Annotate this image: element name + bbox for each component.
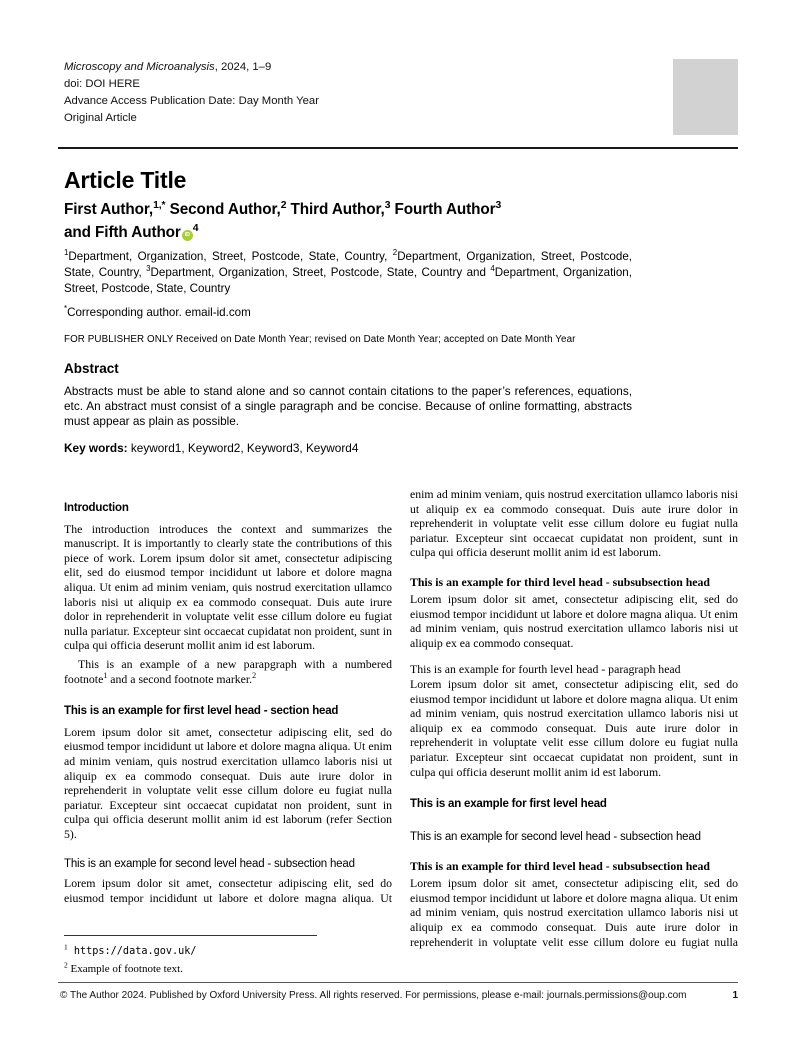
footnote-rule — [64, 935, 317, 936]
superscript-marker: 2 — [280, 199, 287, 211]
journal-name: Microscopy and Microanalysis — [64, 61, 215, 73]
superscript-marker: 2 — [392, 248, 398, 258]
doi-line: doi: DOI HERE — [64, 78, 140, 90]
masthead-rule — [58, 147, 738, 149]
corresponding-author: *Corresponding author. email-id.com — [64, 304, 251, 319]
paragraph-heading: This is an example for fourth level head - paragraph head — [410, 662, 681, 677]
subsubsection-heading: This is an example for third level head - subsubsection head — [410, 859, 710, 874]
orcid-icon[interactable]: iD — [182, 230, 193, 241]
keywords-label: Key words: — [64, 441, 128, 455]
body-paragraph: Lorem ipsum dolor sit amet, consectetur adipiscing elit, sed do eiusmod tempor incididunt ut labore et dolore magna aliqua. Ut enim ad minim veniam, quis nostrud exercitation ullamco laboris nisi ut aliquip ex ea commodo consequat. Duis aute irure dolor in reprehenderit in voluptate velit esse cillum dolore eu fugiat nulla pariatur. Excepteur sint occaecat cupidatat non proident, sunt in culpa qui officia deserunt mollit anim id est laborum. — [410, 676, 738, 779]
keywords-value: keyword1, Keyword2, Keyword3, Keyword4 — [127, 441, 359, 455]
author-line-1: First Author,$^{1,*}$ Second Author,$^2$ Third Author,$^3$ Fourth Author$^3$ — [64, 199, 502, 218]
advance-access-line: Advance Access Publication Date: Day Month Year — [64, 95, 319, 107]
author-list — [64, 199, 738, 244]
superscript-marker: 1,* — [153, 199, 166, 211]
article-body — [64, 487, 738, 977]
section-heading: This is an example for first level head - section head — [64, 705, 339, 718]
subsection-heading: This is an example for second level head - subsection head — [64, 858, 355, 871]
subsubsection-heading: This is an example for third level head - subsubsection head — [410, 574, 710, 589]
publisher-note: FOR PUBLISHER ONLY Received on Date Month Year; revised on Date Month Year; accepted on Date Month Year — [64, 334, 576, 345]
keywords-line — [64, 441, 358, 455]
article-type: Original Article — [64, 112, 137, 124]
body-paragraph: This is an example of a new parapgraph with a numbered footnote$^1$ and a second footnote marker.$^2$ — [64, 656, 392, 686]
superscript-marker: 2 — [64, 959, 68, 969]
body-paragraph: The introduction introduces the context and summarizes the manuscript. It is importantly to clearly state the contributions of this piece of work. Lorem ipsum dolor sit amet, consectetur adipiscing elit, sed do eiusmod tempor incididunt ut labore et dolore magna aliqua. Ut enim ad minim veniam, quis nostrud exercitation ullamco laboris nisi ut aliquip ex ea commodo consequat. Duis aute irure dolor in reprehenderit in voluptate velit esse cillum dolore eu fugiat nulla pariatur. Excepteur sint occaecat cupidatat non proident, sunt in culpa qui officia deserunt mollit anim id est laborum. — [64, 521, 392, 653]
subsection-heading: This is an example for second level head - subsection head — [410, 830, 701, 843]
superscript-marker: 1 — [64, 248, 69, 258]
affiliations: $^1$Department, Organization, Street, Postcode, State, Country, $^2$Department, Organization, Street, Postcode, State, Country, $^3$Department, Organization, Street, Postcode, State, Country and $^4$Department, Organization, Street, Postcode, State, Country — [64, 248, 632, 295]
footnote-url-link[interactable]: https://data.gov.uk/ — [67, 946, 197, 957]
superscript-marker: 3 — [384, 199, 391, 211]
article-title: Article Title — [64, 167, 187, 193]
body-paragraph: Lorem ipsum dolor sit amet, consectetur adipiscing elit, sed do eiusmod tempor incididunt ut labore et dolore magna aliqua. Ut enim ad minim veniam, quis nostrud exercitation ullamco laboris nisi ut aliquip ex ea commodo consequat. Duis aute irure dolor in reprehenderit in voluptate velit esse cillum dolore eu fugiat nulla — [410, 876, 738, 949]
footnote-2: $^2$ Example of footnote text. — [64, 959, 183, 975]
footnotes — [64, 931, 392, 977]
journal-meta — [64, 59, 319, 127]
author-line-2: and Fifth Author $iD^4$ — [64, 222, 199, 241]
superscript-marker: 1 — [64, 942, 68, 952]
superscript-marker: 1 — [103, 670, 108, 680]
footer-rule — [58, 982, 738, 983]
page-number: 1 — [732, 990, 738, 1001]
superscript-marker: 3 — [495, 199, 502, 211]
superscript-marker: 4 — [490, 263, 495, 273]
superscript-marker: 2 — [252, 670, 257, 680]
body-paragraph: Lorem ipsum dolor sit amet, consectetur adipiscing elit, sed do eiusmod tempor incididunt ut labore et dolore magna aliqua. Ut enim ad minim veniam, quis nostrud exercitation ullamco laboris nisi ut aliquip ex ea commodo consequat. Duis aute irure dolor in reprehenderit in voluptate velit esse cillum dolore eu fugiat nulla pariatur. Excepteur sint occaecat cupidatat non proident, sunt in culpa qui officia deserunt mollit anim id est laborum (refer Section 5). — [64, 724, 392, 841]
copyright-line: © The Author 2024. Published by Oxford University Press. All rights reserved. For permissions, please e-mail: journals.permissions@oup.com — [60, 990, 687, 1001]
journal-logo-placeholder — [673, 59, 738, 135]
abstract-text: Abstracts must be able to stand alone and so cannot contain citations to the paper’s references, equations, etc. An abstract must consist of a single paragraph and be concise. Because of online formatting, abstracts must appear as plain as possible. — [64, 384, 632, 429]
footnote-1 — [64, 943, 392, 961]
section-heading: Introduction — [64, 502, 129, 514]
superscript-marker: 4 — [192, 222, 199, 234]
body-paragraph: Lorem ipsum dolor sit amet, consectetur adipiscing elit, sed do eiusmod tempor incididunt ut labore et dolore magna aliqua. Ut enim ad minim veniam, quis nostrud exercitation ullamco laboris nisi ut aliquip ex ea commodo consequat. — [410, 591, 738, 650]
body-paragraph: enim ad minim veniam, quis nostrud exercitation ullamco laboris nisi ut aliquip ex ea commodo consequat. Duis aute irure dolor in reprehenderit in voluptate velit esse cillum dolore eu fugiat nulla pariatur. Excepteur sint occaecat cupidatat non proident, sunt in culpa qui officia deserunt mollit anim id est laborum. — [410, 487, 738, 560]
abstract-heading: Abstract — [64, 361, 119, 376]
left-column — [64, 487, 392, 977]
journal-issue: , 2024, 1–9 — [214, 61, 272, 73]
section-heading: This is an example for first level head — [410, 798, 607, 811]
page-footer — [60, 990, 738, 1001]
superscript-marker: * — [64, 304, 68, 314]
journal-header — [64, 59, 738, 135]
superscript-marker: 3 — [146, 263, 151, 273]
journal-title-line — [64, 59, 319, 76]
body-paragraph: Lorem ipsum dolor sit amet, consectetur adipiscing elit, sed do eiusmod tempor incididunt ut labore et dolore magna aliqua. Ut — [64, 876, 392, 905]
right-column — [410, 487, 738, 977]
